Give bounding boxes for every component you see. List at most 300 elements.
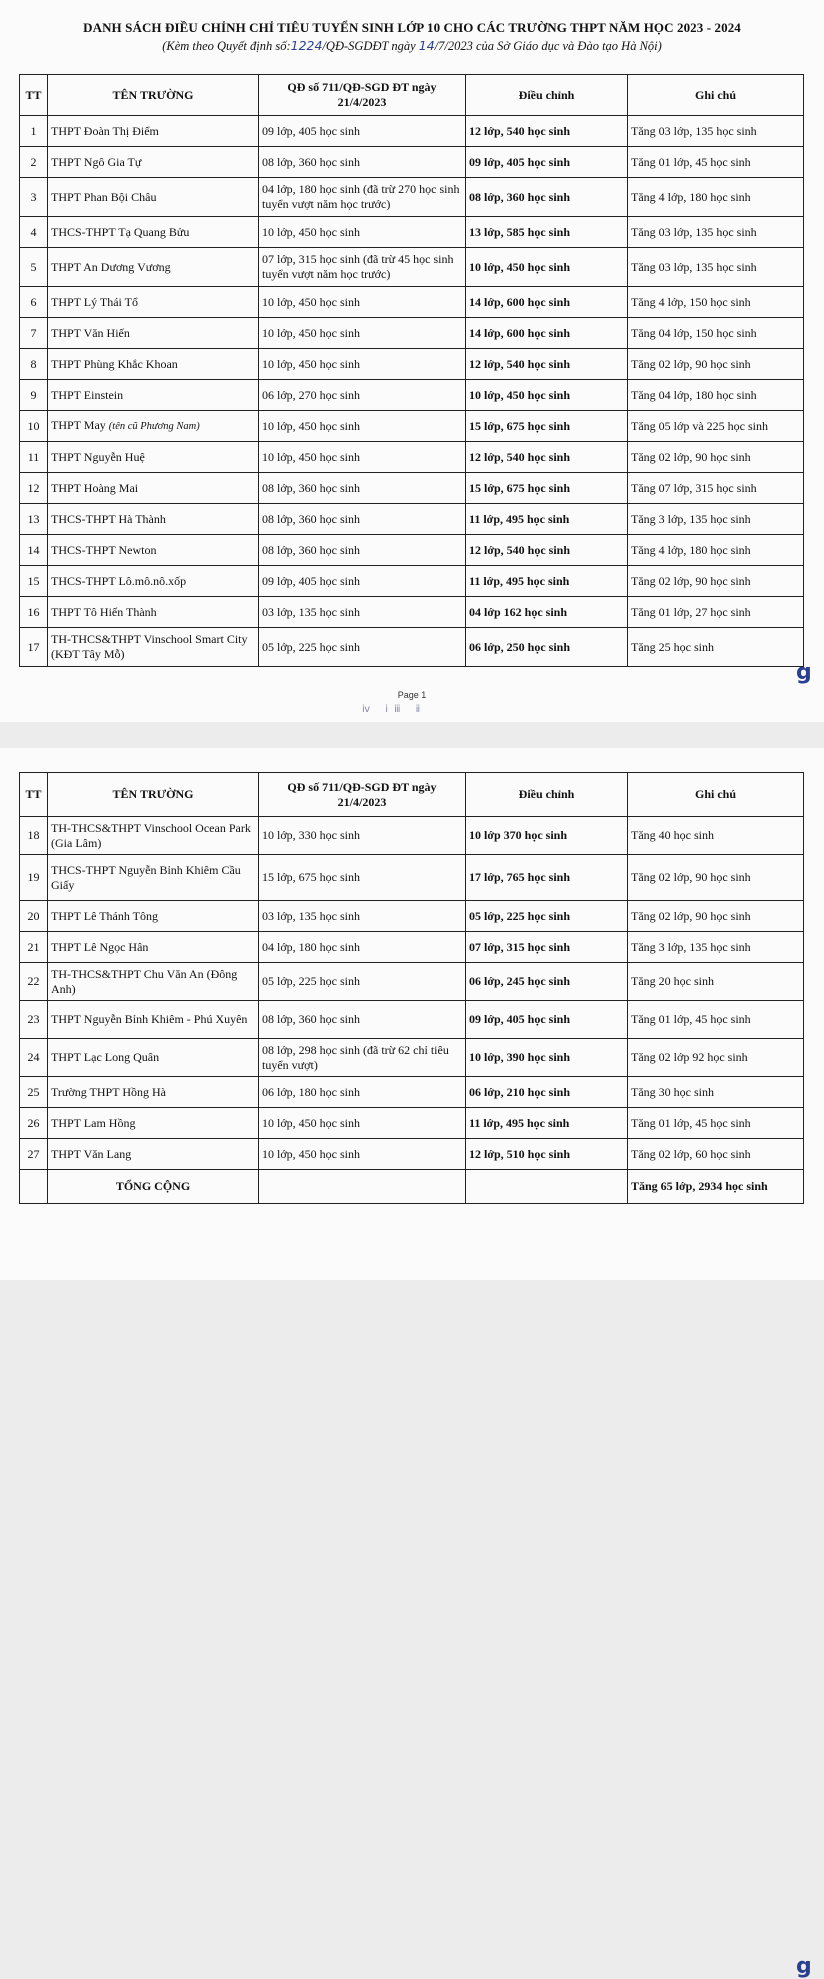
- school-name: [48, 963, 259, 1001]
- school-name: [48, 1077, 259, 1108]
- row-number: [20, 1139, 48, 1170]
- original-quota-text: 08 lớp, 360 học sinh: [262, 1012, 361, 1026]
- adjusted-quota: [466, 1039, 628, 1077]
- school-name: [48, 411, 259, 442]
- school-name-text: THPT Lê Thánh Tông: [51, 908, 158, 923]
- row-number: [20, 1077, 48, 1108]
- original-quota: [259, 628, 466, 667]
- original-quota-text: 10 lớp, 450 học sinh: [262, 1146, 361, 1161]
- row-number: [20, 1039, 48, 1077]
- school-name-text: THPT Hoàng Mai: [51, 480, 139, 495]
- adjusted-quota: [466, 1077, 628, 1108]
- adjusted-quota: [466, 566, 628, 597]
- handwritten-scribble: ⅳ ⅰⅲ ⅱ: [362, 704, 427, 715]
- change-note-text: Tăng 4 lớp, 180 học sinh: [631, 189, 751, 204]
- school-name: [48, 147, 259, 178]
- adjusted-quota: [466, 248, 628, 287]
- document-subtitle: [0, 38, 824, 54]
- school-name: [48, 932, 259, 963]
- school-former-name: (tên cũ Phương Nam): [108, 421, 200, 432]
- original-quota-text: 08 lớp, 360 học sinh: [262, 511, 361, 526]
- adjusted-quota: [466, 349, 628, 380]
- original-quota: [259, 147, 466, 178]
- row-number-text: 26: [27, 1115, 40, 1130]
- row-number-text: 12: [27, 480, 40, 495]
- row-number: [20, 932, 48, 963]
- table-row: [20, 901, 804, 932]
- change-note-text: Tăng 03 lớp, 135 học sinh: [631, 123, 757, 138]
- change-note: [628, 932, 804, 963]
- adjusted-quota: [466, 178, 628, 217]
- change-note: [628, 1039, 804, 1077]
- change-note: [628, 318, 804, 349]
- table-body-page-1: [20, 116, 804, 667]
- school-name: [48, 1001, 259, 1039]
- school-name-text: THCS-THPT Newton: [51, 542, 157, 557]
- change-note: [628, 504, 804, 535]
- school-name-text: Trường THPT Hồng Hà: [51, 1084, 166, 1099]
- adjusted-quota: [466, 1139, 628, 1170]
- change-note-text: Tăng 01 lớp, 45 học sinh: [631, 154, 751, 169]
- change-note-text: Tăng 07 lớp, 315 học sinh: [631, 480, 757, 495]
- change-note: [628, 349, 804, 380]
- original-quota-text: 10 lớp, 450 học sinh: [262, 1115, 361, 1130]
- table-row: [20, 855, 804, 901]
- row-number-text: 4: [30, 224, 37, 239]
- row-number-text: 18: [27, 828, 40, 842]
- adjusted-quota: [466, 411, 628, 442]
- school-name: [48, 597, 259, 628]
- original-quota: [259, 901, 466, 932]
- total-note: Tăng 65 lớp, 2934 học sinh: [628, 1170, 804, 1204]
- adjusted-quota-text: 11 lớp, 495 học sinh: [469, 573, 570, 588]
- document-page-1: [0, 0, 824, 722]
- row-number-text: 10: [27, 418, 40, 433]
- total-row: [20, 1170, 804, 1204]
- change-note-text: Tăng 02 lớp, 90 học sinh: [631, 449, 751, 464]
- adjusted-quota-text: 12 lớp, 540 học sinh: [469, 449, 571, 464]
- row-number: [20, 901, 48, 932]
- adjusted-quota: [466, 116, 628, 147]
- adjusted-quota-text: 11 lớp, 495 học sinh: [469, 511, 570, 526]
- change-note-text: Tăng 02 lớp, 90 học sinh: [631, 573, 751, 588]
- school-name: [48, 1108, 259, 1139]
- row-number-text: 3: [30, 189, 37, 204]
- change-note-text: Tăng 01 lớp, 27 học sinh: [631, 604, 751, 619]
- school-name-text: THPT Lý Thái Tổ: [51, 294, 138, 309]
- change-note: [628, 535, 804, 566]
- row-number: [20, 817, 48, 855]
- table-row: [20, 1001, 804, 1039]
- table-row: [20, 287, 804, 318]
- original-quota: [259, 855, 466, 901]
- school-name-text: THPT Nguyễn Bỉnh Khiêm - Phú Xuyên: [51, 1012, 248, 1026]
- row-number: [20, 963, 48, 1001]
- change-note: [628, 411, 804, 442]
- change-note: [628, 116, 804, 147]
- table-row: [20, 442, 804, 473]
- school-name-text: THCS-THPT Hà Thành: [51, 511, 166, 526]
- header-school: TÊN TRƯỜNG: [48, 773, 259, 817]
- enrollment-table-page-2: [19, 772, 804, 1204]
- row-number: [20, 147, 48, 178]
- school-name-text: THPT Phan Bội Châu: [51, 189, 157, 204]
- original-quota: [259, 1001, 466, 1039]
- table-row: [20, 380, 804, 411]
- table-row: [20, 217, 804, 248]
- adjusted-quota-text: 10 lớp, 450 học sinh: [469, 387, 571, 402]
- school-name: [48, 349, 259, 380]
- table-header-row: [20, 75, 804, 116]
- adjusted-quota-text: 13 lớp, 585 học sinh: [469, 224, 571, 239]
- change-note-text: Tăng 01 lớp, 45 học sinh: [631, 1115, 751, 1130]
- adjusted-quota-text: 15 lớp, 675 học sinh: [469, 480, 571, 495]
- row-number: [20, 1001, 48, 1039]
- change-note-text: Tăng 02 lớp, 90 học sinh: [631, 908, 751, 923]
- table-row: [20, 1108, 804, 1139]
- change-note-text: Tăng 02 lớp, 90 học sinh: [631, 870, 751, 884]
- table-header-row: [20, 773, 804, 817]
- original-quota: [259, 248, 466, 287]
- table-row: [20, 566, 804, 597]
- change-note: [628, 380, 804, 411]
- school-name: [48, 628, 259, 667]
- change-note: [628, 217, 804, 248]
- table-row: [20, 116, 804, 147]
- change-note-text: Tăng 02 lớp, 90 học sinh: [631, 356, 751, 371]
- row-number: [20, 1108, 48, 1139]
- original-quota-text: 10 lớp, 330 học sinh: [262, 828, 361, 842]
- school-name: [48, 535, 259, 566]
- original-quota: [259, 504, 466, 535]
- school-name: [48, 473, 259, 504]
- row-number-text: 7: [30, 325, 37, 340]
- adjusted-quota-text: 12 lớp, 540 học sinh: [469, 123, 571, 138]
- school-name: [48, 504, 259, 535]
- original-quota: [259, 817, 466, 855]
- row-number-text: 9: [30, 387, 37, 402]
- school-name: [48, 116, 259, 147]
- handwritten-initial-mark: g: [796, 660, 812, 685]
- enrollment-table-page-1: [19, 74, 804, 667]
- original-quota: [259, 1039, 466, 1077]
- change-note-text: Tăng 04 lớp, 180 học sinh: [631, 387, 757, 402]
- original-quota: [259, 473, 466, 504]
- change-note: [628, 1139, 804, 1170]
- row-number: [20, 442, 48, 473]
- row-number: [20, 287, 48, 318]
- row-number: [20, 248, 48, 287]
- row-number-text: 24: [27, 1050, 40, 1064]
- original-quota: [259, 411, 466, 442]
- row-number: [20, 116, 48, 147]
- original-quota-text: 04 lớp, 180 học sinh (đã trừ 270 học sinh tuyển vượt năm học trước): [262, 182, 460, 211]
- original-quota-text: 06 lớp, 270 học sinh: [262, 387, 361, 402]
- header-tt: TT: [20, 773, 48, 817]
- table-body-page-2: [20, 817, 804, 1170]
- school-name-text: THPT Tô Hiến Thành: [51, 604, 157, 619]
- original-quota-text: 10 lớp, 450 học sinh: [262, 418, 361, 433]
- header-original: QĐ số 711/QĐ-SGD ĐT ngày 21/4/2023: [259, 75, 466, 116]
- header-tt: TT: [20, 75, 48, 116]
- adjusted-quota: [466, 932, 628, 963]
- school-name: [48, 855, 259, 901]
- adjusted-quota: [466, 817, 628, 855]
- adjusted-quota: [466, 380, 628, 411]
- row-number-text: 14: [27, 542, 40, 557]
- change-note: [628, 817, 804, 855]
- row-number-text: 6: [30, 294, 37, 309]
- table-row: [20, 963, 804, 1001]
- document-page-2: [0, 748, 824, 1979]
- adjusted-quota: [466, 318, 628, 349]
- adjusted-quota-text: 11 lớp, 495 học sinh: [469, 1115, 570, 1130]
- original-quota: [259, 217, 466, 248]
- decision-day: 14: [418, 38, 435, 53]
- row-number-text: 11: [27, 449, 40, 464]
- total-label: TỔNG CỘNG: [48, 1170, 259, 1204]
- row-number-text: 2: [30, 154, 37, 169]
- decision-number: 1224: [290, 38, 323, 53]
- row-number: [20, 566, 48, 597]
- school-name: [48, 1139, 259, 1170]
- table-row: [20, 597, 804, 628]
- row-number-text: 22: [27, 974, 40, 988]
- row-number-text: 27: [27, 1146, 40, 1161]
- adjusted-quota: [466, 628, 628, 667]
- table-row: [20, 1139, 804, 1170]
- table-row: [20, 248, 804, 287]
- table-row: [20, 535, 804, 566]
- adjusted-quota-text: 12 lớp, 540 học sinh: [469, 542, 571, 557]
- school-name-text: THPT Einstein: [51, 387, 124, 402]
- header-note: Ghi chú: [628, 773, 804, 817]
- change-note-text: Tăng 02 lớp 92 học sinh: [631, 1050, 748, 1064]
- adjusted-quota-text: 07 lớp, 315 học sinh: [469, 939, 571, 954]
- subtitle-prefix: (Kèm theo Quyết định số:: [162, 39, 291, 53]
- table-row: [20, 147, 804, 178]
- original-quota-text: 06 lớp, 180 học sinh: [262, 1084, 361, 1099]
- original-quota-text: 03 lớp, 135 học sinh: [262, 604, 361, 619]
- header-adjusted: Điều chỉnh: [466, 75, 628, 116]
- row-number-text: 8: [30, 356, 37, 371]
- table-row: [20, 473, 804, 504]
- table-row: [20, 932, 804, 963]
- school-name-text: THCS-THPT Tạ Quang Bửu: [51, 224, 190, 239]
- table-row: [20, 178, 804, 217]
- adjusted-quota: [466, 504, 628, 535]
- total-original-cell: [259, 1170, 466, 1204]
- change-note: [628, 963, 804, 1001]
- school-name: [48, 901, 259, 932]
- school-name-text: THPT Lạc Long Quân: [51, 1050, 160, 1064]
- school-name: [48, 318, 259, 349]
- original-quota: [259, 1108, 466, 1139]
- original-quota-text: 10 lớp, 450 học sinh: [262, 224, 361, 239]
- change-note-text: Tăng 01 lớp, 45 học sinh: [631, 1012, 751, 1026]
- row-number-text: 25: [27, 1084, 40, 1099]
- adjusted-quota-text: 10 lớp, 450 học sinh: [469, 259, 571, 274]
- original-quota-text: 10 lớp, 450 học sinh: [262, 449, 361, 464]
- row-number: [20, 318, 48, 349]
- total-adjusted-cell: [466, 1170, 628, 1204]
- school-name-text: THPT An Dương Vương: [51, 259, 171, 274]
- original-quota: [259, 116, 466, 147]
- header-adjusted: Điều chỉnh: [466, 773, 628, 817]
- school-name: [48, 1039, 259, 1077]
- adjusted-quota-text: 06 lớp, 210 học sinh: [469, 1084, 571, 1099]
- original-quota-text: 10 lớp, 450 học sinh: [262, 325, 361, 340]
- change-note: [628, 855, 804, 901]
- original-quota-text: 07 lớp, 315 học sinh (đã trừ 45 học sinh tuyển vượt năm học trước): [262, 252, 454, 281]
- original-quota: [259, 380, 466, 411]
- original-quota-text: 08 lớp, 360 học sinh: [262, 542, 361, 557]
- row-number-text: 16: [27, 604, 40, 619]
- change-note: [628, 442, 804, 473]
- school-name-text: THPT Văn Lang: [51, 1146, 132, 1161]
- row-number: [20, 217, 48, 248]
- row-number: [20, 380, 48, 411]
- adjusted-quota-text: 08 lớp, 360 học sinh: [469, 189, 571, 204]
- original-quota-text: 05 lớp, 225 học sinh: [262, 639, 361, 654]
- change-note: [628, 147, 804, 178]
- row-number-text: 19: [27, 870, 40, 884]
- table-row: [20, 411, 804, 442]
- table-row: [20, 318, 804, 349]
- original-quota-text: 10 lớp, 450 học sinh: [262, 356, 361, 371]
- school-name-text: THPT Lê Ngọc Hân: [51, 939, 149, 954]
- original-quota: [259, 318, 466, 349]
- total-tt-cell: [20, 1170, 48, 1204]
- change-note: [628, 1077, 804, 1108]
- adjusted-quota: [466, 473, 628, 504]
- school-name: [48, 380, 259, 411]
- row-number: [20, 504, 48, 535]
- change-note-text: Tăng 20 học sinh: [631, 974, 714, 988]
- row-number-text: 20: [27, 908, 40, 923]
- school-name-text: TH-THCS&THPT Vinschool Smart City (KĐT Tây Mỗ): [51, 632, 248, 661]
- row-number: [20, 473, 48, 504]
- original-quota-text: 05 lớp, 225 học sinh: [262, 974, 361, 988]
- row-number: [20, 535, 48, 566]
- change-note: [628, 287, 804, 318]
- change-note-text: Tăng 30 học sinh: [631, 1084, 714, 1099]
- original-quota-text: 08 lớp, 298 học sinh (đã trừ 62 chỉ tiêu tuyển vượt): [262, 1042, 449, 1072]
- change-note-text: Tăng 3 lớp, 135 học sinh: [631, 939, 751, 954]
- header-note: Ghi chú: [628, 75, 804, 116]
- adjusted-quota-text: 10 lớp, 390 học sinh: [469, 1050, 571, 1064]
- change-note-text: Tăng 02 lớp, 60 học sinh: [631, 1146, 751, 1161]
- change-note-text: Tăng 40 học sinh: [631, 828, 714, 842]
- school-name-text: THCS-THPT Lô.mô.nô.xốp: [51, 573, 187, 588]
- table-row: [20, 1039, 804, 1077]
- change-note: [628, 1001, 804, 1039]
- original-quota: [259, 1139, 466, 1170]
- adjusted-quota-text: 04 lớp 162 học sinh: [469, 604, 568, 619]
- header-school: TÊN TRƯỜNG: [48, 75, 259, 116]
- row-number-text: 1: [30, 123, 37, 138]
- adjusted-quota-text: 06 lớp, 250 học sinh: [469, 639, 571, 654]
- school-name: [48, 566, 259, 597]
- row-number-text: 21: [27, 939, 40, 954]
- adjusted-quota-text: 14 lớp, 600 học sinh: [469, 294, 571, 309]
- school-name: [48, 287, 259, 318]
- adjusted-quota: [466, 442, 628, 473]
- change-note-text: Tăng 03 lớp, 135 học sinh: [631, 224, 757, 239]
- adjusted-quota: [466, 901, 628, 932]
- original-quota: [259, 349, 466, 380]
- original-quota-text: 09 lớp, 405 học sinh: [262, 123, 361, 138]
- original-quota: [259, 287, 466, 318]
- adjusted-quota: [466, 1001, 628, 1039]
- adjusted-quota: [466, 535, 628, 566]
- school-name-text: THCS-THPT Nguyễn Bỉnh Khiêm Cầu Giấy: [51, 862, 241, 892]
- original-quota-text: 15 lớp, 675 học sinh: [262, 870, 361, 884]
- original-quota-text: 08 lớp, 360 học sinh: [262, 154, 361, 169]
- subtitle-middle: /QĐ-SGDĐT ngày: [322, 39, 416, 53]
- change-note: [628, 901, 804, 932]
- original-quota-text: 08 lớp, 360 học sinh: [262, 480, 361, 495]
- adjusted-quota-text: 12 lớp, 540 học sinh: [469, 356, 571, 371]
- school-name: [48, 217, 259, 248]
- change-note-text: Tăng 3 lớp, 135 học sinh: [631, 511, 751, 526]
- row-number: [20, 597, 48, 628]
- adjusted-quota: [466, 597, 628, 628]
- original-quota: [259, 442, 466, 473]
- change-note: [628, 566, 804, 597]
- row-number-text: 13: [27, 511, 40, 526]
- change-note: [628, 628, 804, 667]
- row-number: [20, 855, 48, 901]
- original-quota: [259, 963, 466, 1001]
- adjusted-quota-text: 10 lớp 370 học sinh: [469, 828, 568, 842]
- adjusted-quota: [466, 1108, 628, 1139]
- adjusted-quota-text: 17 lớp, 765 học sinh: [469, 870, 571, 884]
- change-note-text: Tăng 05 lớp và 225 học sinh: [631, 418, 768, 433]
- change-note: [628, 1108, 804, 1139]
- document-title: DANH SÁCH ĐIỀU CHỈNH CHỈ TIÊU TUYỂN SINH LỚP 10 CHO CÁC TRƯỜNG THPT NĂM HỌC 2023 - 2024: [83, 20, 741, 35]
- school-name-text: THPT Ngô Gia Tự: [51, 154, 142, 169]
- school-name: [48, 442, 259, 473]
- school-name-text: THPT Đoàn Thị Điểm: [51, 123, 159, 138]
- school-name-text: THPT Lam Hồng: [51, 1115, 136, 1130]
- original-quota: [259, 566, 466, 597]
- row-number-text: 5: [30, 259, 37, 274]
- school-name-text: THPT Nguyễn Huệ: [51, 449, 145, 464]
- school-name: [48, 178, 259, 217]
- header-original: QĐ số 711/QĐ-SGD ĐT ngày 21/4/2023: [259, 773, 466, 817]
- table-row: [20, 817, 804, 855]
- row-number-text: 23: [27, 1012, 40, 1026]
- original-quota-text: 10 lớp, 450 học sinh: [262, 294, 361, 309]
- row-number-text: 15: [27, 573, 40, 588]
- table-row: [20, 504, 804, 535]
- handwritten-initial-mark: g: [796, 1954, 812, 1979]
- school-name-text: TH-THCS&THPT Chu Văn An (Đông Anh): [51, 966, 238, 996]
- row-number: [20, 411, 48, 442]
- change-note-text: Tăng 4 lớp, 180 học sinh: [631, 542, 751, 557]
- adjusted-quota: [466, 287, 628, 318]
- adjusted-quota-text: 12 lớp, 510 học sinh: [469, 1146, 571, 1161]
- change-note-text: Tăng 4 lớp, 150 học sinh: [631, 294, 751, 309]
- page-number-label: Page 1: [397, 690, 427, 700]
- table-row: [20, 628, 804, 667]
- adjusted-quota-text: 06 lớp, 245 học sinh: [469, 974, 571, 988]
- change-note-text: Tăng 03 lớp, 135 học sinh: [631, 259, 757, 274]
- change-note-text: Tăng 04 lớp, 150 học sinh: [631, 325, 757, 340]
- original-quota: [259, 932, 466, 963]
- adjusted-quota-text: 14 lớp, 600 học sinh: [469, 325, 571, 340]
